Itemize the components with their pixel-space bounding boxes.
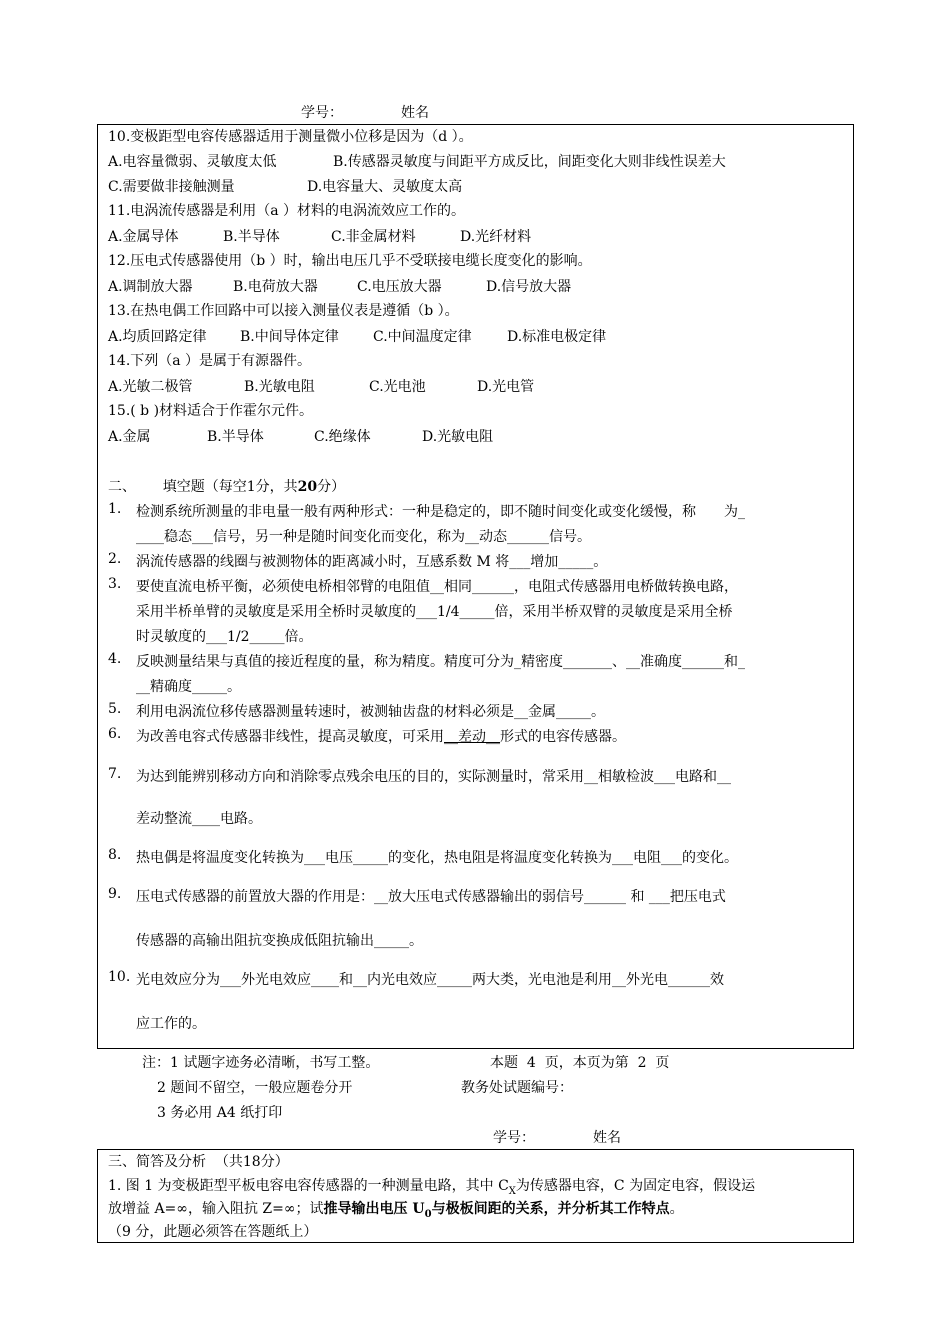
question-12: 12.压电式传感器使用（b ）时，输出电压几乎不受联接电缆长度变化的影响。: [108, 253, 592, 269]
fill-item-5-line-1: 利用电涡流位移传感器测量转速时，被测轴齿盘的材料必须是__金属_____。: [136, 704, 605, 720]
student-id-label: 学号：: [301, 105, 343, 121]
fill-item-10-line-2: 应工作的。: [136, 1016, 206, 1032]
note-1: 注：1 试题字迹务必清晰，书写工整。: [142, 1055, 380, 1071]
question-14: 14.下列（a ）是属于有源器件。: [108, 353, 312, 369]
fill-item-1-line-1: 检测系统所测量的非电量一般有两种形式：一种是稳定的，即不随时间变化或变化缓慢，称 为_: [136, 504, 745, 520]
s3-l2-sub: 0: [424, 1208, 432, 1220]
q15-option-a: A.金属: [108, 429, 151, 445]
fill-item-3-number: 3.: [108, 576, 122, 592]
s3-l1-post: 为传感器电容，C 为固定电容，假设运: [515, 1178, 756, 1194]
fill-item-9-number: 9.: [108, 886, 122, 902]
q14-option-b: B.光敏电阻: [244, 379, 315, 395]
fill-item-3-line-1: 要使直流电桥平衡，必须使电桥相邻臂的电阻值__相同______，电阻式传感器用电桥做转换电路，: [136, 579, 738, 595]
q14-option-c: C.光电池: [369, 379, 426, 395]
q12-option-d: D.信号放大器: [486, 279, 572, 295]
q14-option-d: D.光电管: [477, 379, 535, 395]
q11-option-b: B.半导体: [223, 229, 280, 245]
q13-option-b: B.中间导体定律: [240, 329, 339, 345]
q13-option-a: A.均质回路定律: [108, 329, 207, 345]
fill-item-6-after: 形式的电容传感器。: [500, 729, 626, 745]
q10-option-a: A.电容量微弱、灵敏度太低: [108, 154, 277, 170]
fill-item-5-number: 5.: [108, 701, 122, 717]
question-15: 15.( b )材料适合于作霍尔元件。: [108, 403, 314, 419]
q13-option-c: C.中间温度定律: [373, 329, 472, 345]
fill-title-post: 分）: [317, 479, 346, 495]
student-name-label: 姓名: [401, 105, 429, 121]
section3-q1-note: （9 分，此题必须答在答题纸上）: [108, 1224, 318, 1240]
fill-item-7-line-1: 为达到能辨别移动方向和消除零点残余电压的目的，实际测量时，常采用__相敏检波___电路和__: [136, 769, 731, 785]
fill-item-4-line-1: 反映测量结果与真值的接近程度的量，称为精度。精度可分为_精密度_______、__准确度______和_: [136, 654, 745, 670]
fill-item-1-number: 1.: [108, 501, 122, 517]
fill-item-6-number: 6.: [108, 726, 122, 742]
q15-option-b: B.半导体: [207, 429, 264, 445]
q10-option-b: B.传感器灵敏度与间距平方成反比，间距变化大则非线性误差大: [333, 154, 726, 170]
fill-item-6-answer: __差动__: [444, 729, 500, 745]
s3-l2-bold2: 与极板间距的关系，并分析其工作特点: [431, 1201, 670, 1217]
fill-item-6-line-1: [136, 726, 626, 746]
note-2: 2 题间不留空，一般应题卷分开: [157, 1080, 353, 1096]
student-id-label-2: 学号：: [493, 1130, 535, 1146]
fill-item-3-line-2: 采用半桥单臂的灵敏度是采用全桥时灵敏度的___1/4_____倍，采用半桥双臂的灵敏度是采用全桥: [136, 604, 733, 620]
q15-option-d: D.光敏电阻: [422, 429, 494, 445]
q13-option-d: D.标准电极定律: [507, 329, 607, 345]
s3-l2-bold1: 推导输出电压 U: [323, 1201, 425, 1217]
fill-section-title: [108, 476, 345, 496]
question-13: 13.在热电偶工作回路中可以接入测量仪表是遵循（b ）。: [108, 303, 459, 319]
fill-item-3-line-3: 时灵敏度的___1/2_____倍。: [136, 629, 313, 645]
s3-l1-sub: X: [508, 1185, 516, 1197]
fill-item-7-number: 7.: [108, 766, 122, 782]
fill-item-6-text: 为改善电容式传感器非线性，提高灵敏度，可采用: [136, 729, 444, 745]
section3-q1-line-1: [108, 1175, 755, 1197]
q12-option-b: B.电荷放大器: [233, 279, 318, 295]
exam-code-label: 教务处试题编号：: [461, 1080, 573, 1096]
fill-title-score: 20: [297, 479, 318, 495]
q11-option-a: A.金属导体: [108, 229, 179, 245]
section3-q1-line-2: [108, 1198, 684, 1220]
section3-title: 三、简答及分析 （共18分）: [108, 1154, 289, 1170]
q12-option-c: C.电压放大器: [357, 279, 442, 295]
fill-item-1-line-2: ____稳态___信号，另一种是随时间变化而变化，称为__动态______信号。: [136, 529, 591, 545]
fill-item-7-line-2: 差动整流____电路。: [136, 811, 262, 827]
q11-option-d: D.光纤材料: [460, 229, 532, 245]
fill-title-pre: 二、 填空题（每空1分，共: [108, 479, 298, 495]
s3-l2-pre: 放增益 A=∞，输入阻抗 Z=∞；试: [108, 1201, 324, 1217]
fill-item-4-line-2: __精确度_____。: [136, 679, 241, 695]
q12-option-a: A.调制放大器: [108, 279, 193, 295]
question-10: 10.变极距型电容传感器适用于测量微小位移是因为（d ）。: [108, 129, 473, 145]
fill-item-4-number: 4.: [108, 651, 122, 667]
fill-item-2-line-1: 涡流传感器的线圈与被测物体的距离减小时，互感系数 M 将___增加_____。: [136, 554, 608, 570]
note-3: 3 务必用 A4 纸打印: [157, 1105, 283, 1121]
fill-item-9-line-1: 压电式传感器的前置放大器的作用是：__放大压电式传感器输出的弱信号______ 和 ___把压电式: [136, 889, 726, 905]
question-11: 11.电涡流传感器是利用（a ）材料的电涡流效应工作的。: [108, 203, 466, 219]
fill-item-2-number: 2.: [108, 551, 122, 567]
q15-option-c: C.绝缘体: [314, 429, 371, 445]
fill-item-10-number: 10.: [108, 969, 131, 985]
q14-option-a: A.光敏二极管: [108, 379, 193, 395]
student-name-label-2: 姓名: [593, 1130, 621, 1146]
s3-l1-pre: 1. 图 1 为变极距型平板电容电容传感器的一种测量电路，其中 C: [108, 1178, 509, 1194]
q10-option-d: D.电容量大、灵敏度太高: [307, 179, 463, 195]
fill-item-9-line-2: 传感器的高输出阻抗变换成低阻抗输出_____。: [136, 933, 423, 949]
fill-item-10-line-1: 光电效应分为___外光电效应____和__内光电效应_____两大类，光电池是利用__外光电______效: [136, 972, 724, 988]
fill-item-8-number: 8.: [108, 847, 122, 863]
fill-item-8-line-1: 热电偶是将温度变化转换为___电压_____的变化，热电阻是将温度变化转换为___电阻___的变化。: [136, 850, 738, 866]
page-info: 本题 4 页，本页为第 2 页: [490, 1055, 670, 1071]
q11-option-c: C.非金属材料: [331, 229, 416, 245]
s3-l2-post: 。: [669, 1201, 684, 1217]
q10-option-c: C.需要做非接触测量: [108, 179, 235, 195]
